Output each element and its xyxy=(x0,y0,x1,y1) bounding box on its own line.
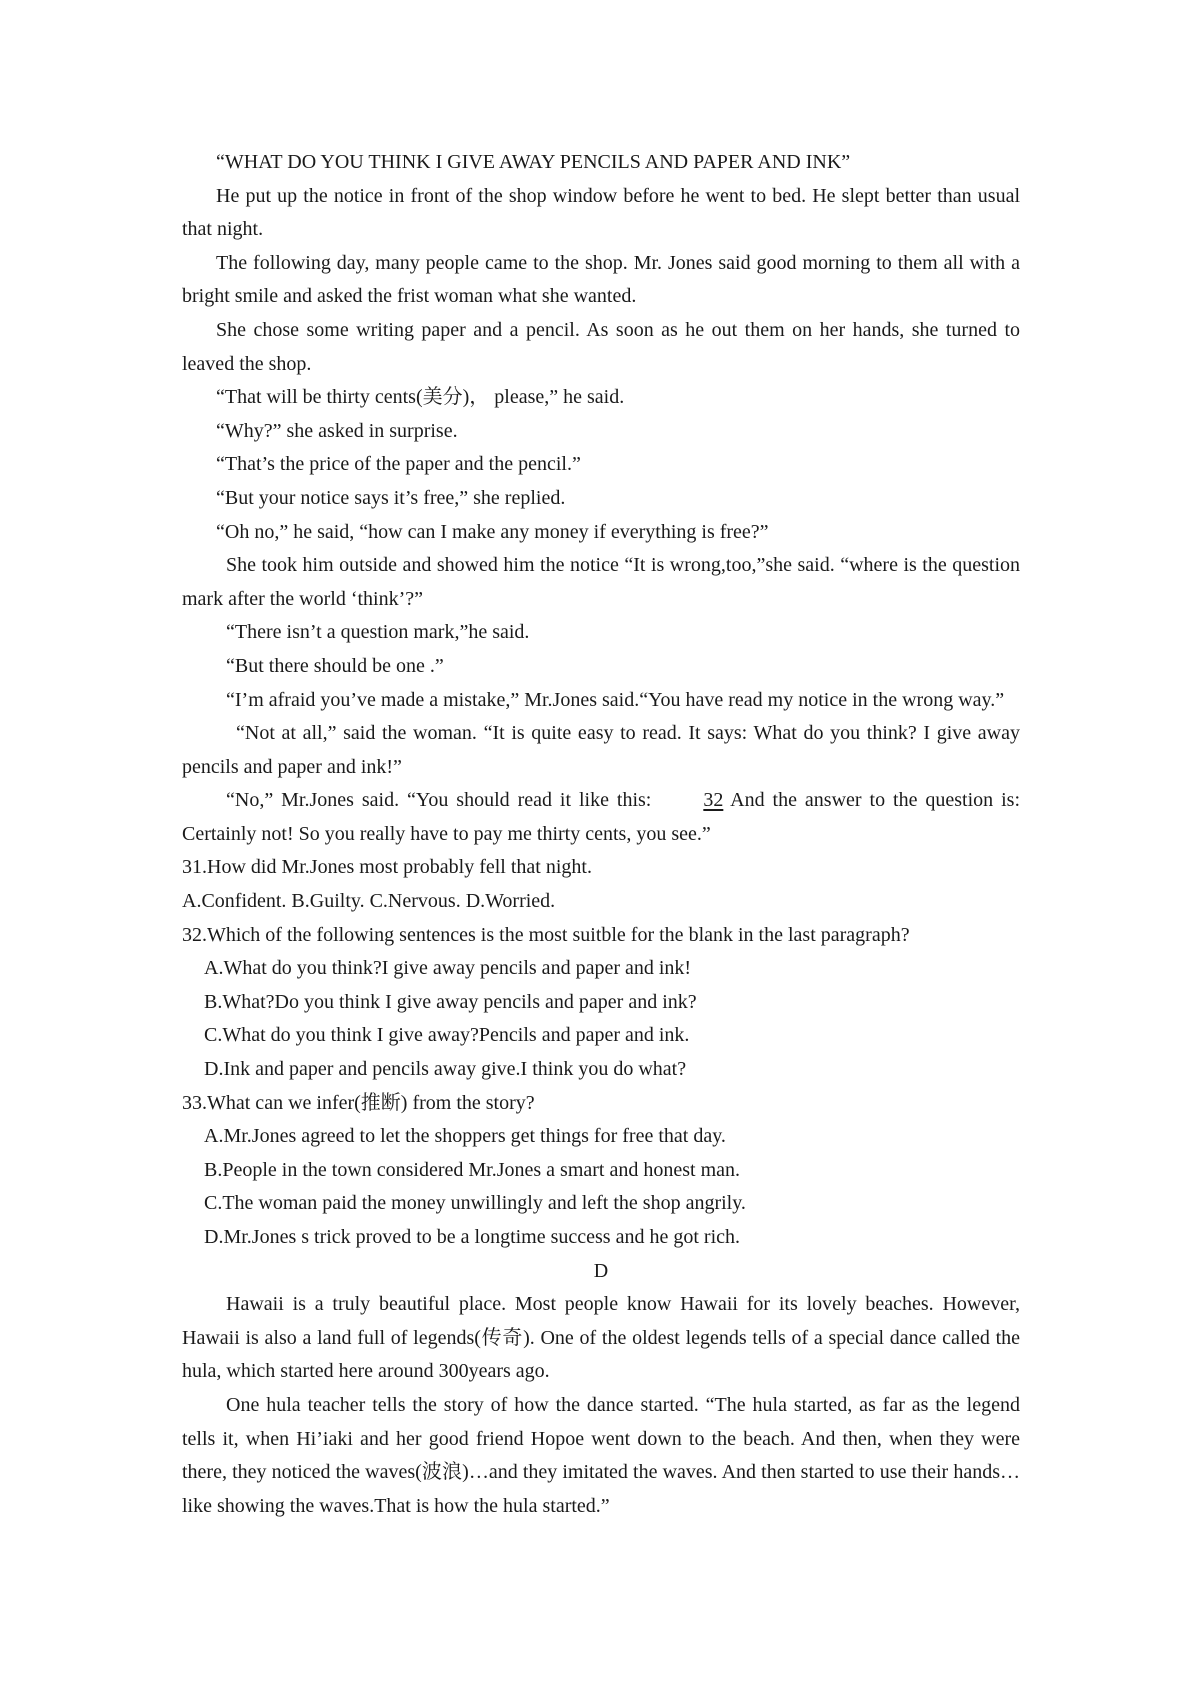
last-paragraph-before: “No,” Mr.Jones said. “You should read it like this: xyxy=(226,789,652,812)
paragraph: “That’s the price of the paper and the pencil.” xyxy=(216,453,581,476)
document-page xyxy=(182,146,1020,1523)
question-stem-33: 33.What can we infer(推断) from the story? xyxy=(182,1091,535,1114)
answer-blank-32: 32 xyxy=(703,789,724,812)
paragraph: Hawaii is a truly beautiful place. Most people know Hawaii for its lovely beaches. However, Hawaii is also a land full of legends(传奇). One of the oldest legends tells of a special dance called the hula, which started here around 300years ago. xyxy=(182,1293,1020,1383)
question-stem-32: 32.Which of the following sentences is the most suitble for the blank in the last paragraph? xyxy=(182,923,910,946)
question-stem-31: 31.How did Mr.Jones most probably fell that night. xyxy=(182,856,592,879)
question-option: D.Ink and paper and pencils away give.I think you do what? xyxy=(204,1058,687,1081)
question-option: C.The woman paid the money unwillingly and left the shop angrily. xyxy=(204,1192,746,1215)
paragraph: She chose some writing paper and a pencil. As soon as he out them on her hands, she turned to leaved the shop. xyxy=(182,318,1020,375)
paragraph: “But your notice says it’s free,” she replied. xyxy=(216,486,566,509)
question-option: B.What?Do you think I give away pencils and paper and ink? xyxy=(204,990,697,1013)
paragraph: “Oh no,” he said, “how can I make any money if everything is free?” xyxy=(216,520,769,543)
paragraph: The following day, many people came to the shop. Mr. Jones said good morning to them all with a bright smile and asked the frist woman what she wanted. xyxy=(182,251,1020,308)
question-option: B.People in the town considered Mr.Jones a smart and honest man. xyxy=(204,1158,741,1181)
question-option: D.Mr.Jones s trick proved to be a longtime success and he got rich. xyxy=(204,1226,740,1248)
paragraph: “Why?” she asked in surprise. xyxy=(216,419,458,442)
question-option: C.What do you think I give away?Pencils and paper and ink. xyxy=(204,1024,690,1047)
notice-text: “WHAT DO YOU THINK I GIVE AWAY PENCILS AND PAPER AND INK” xyxy=(216,151,851,173)
paragraph: “Not at all,” said the woman. “It is quite easy to read. It says: What do you think? I give away pencils and paper and ink!” xyxy=(182,722,1020,778)
paragraph: “That will be thirty cents(美分)， please,” he said. xyxy=(216,386,625,409)
paragraph: She took him outside and showed him the notice “It is wrong,too,”she said. “where is the question mark after the world ‘think’?” xyxy=(182,554,1020,610)
last-paragraph-after: And the answer to the question is: Certainly not! So you really have to pay me thirty cents, you see.” xyxy=(182,789,1021,845)
paragraph: He put up the notice in front of the shop window before he went to bed. He slept better than usual that night. xyxy=(182,184,1020,241)
section-heading: D xyxy=(593,1259,609,1282)
paragraph: One hula teacher tells the story of how the dance started. “The hula started, as far as the legend tells it, when Hi’iaki and her good friend Hopoe went down to the beach. And then, when they were there, they noticed the waves(波浪)…and they imitated the waves. And then started to use their hands…like showing the waves.That is how the hula started.” xyxy=(182,1393,1020,1517)
last-paragraph xyxy=(182,784,1020,851)
question-option: A.What do you think?I give away pencils and paper and ink! xyxy=(204,957,692,980)
question-option: A.Mr.Jones agreed to let the shoppers get things for free that day. xyxy=(204,1125,726,1148)
paragraph: “There isn’t a question mark,”he said. xyxy=(226,621,530,644)
question-options-31: A.Confident. B.Guilty. C.Nervous. D.Worried. xyxy=(182,890,556,913)
paragraph: “But there should be one .” xyxy=(226,654,444,677)
paragraph: “I’m afraid you’ve made a mistake,” Mr.Jones said.“You have read my notice in the wrong way.” xyxy=(226,688,1005,711)
